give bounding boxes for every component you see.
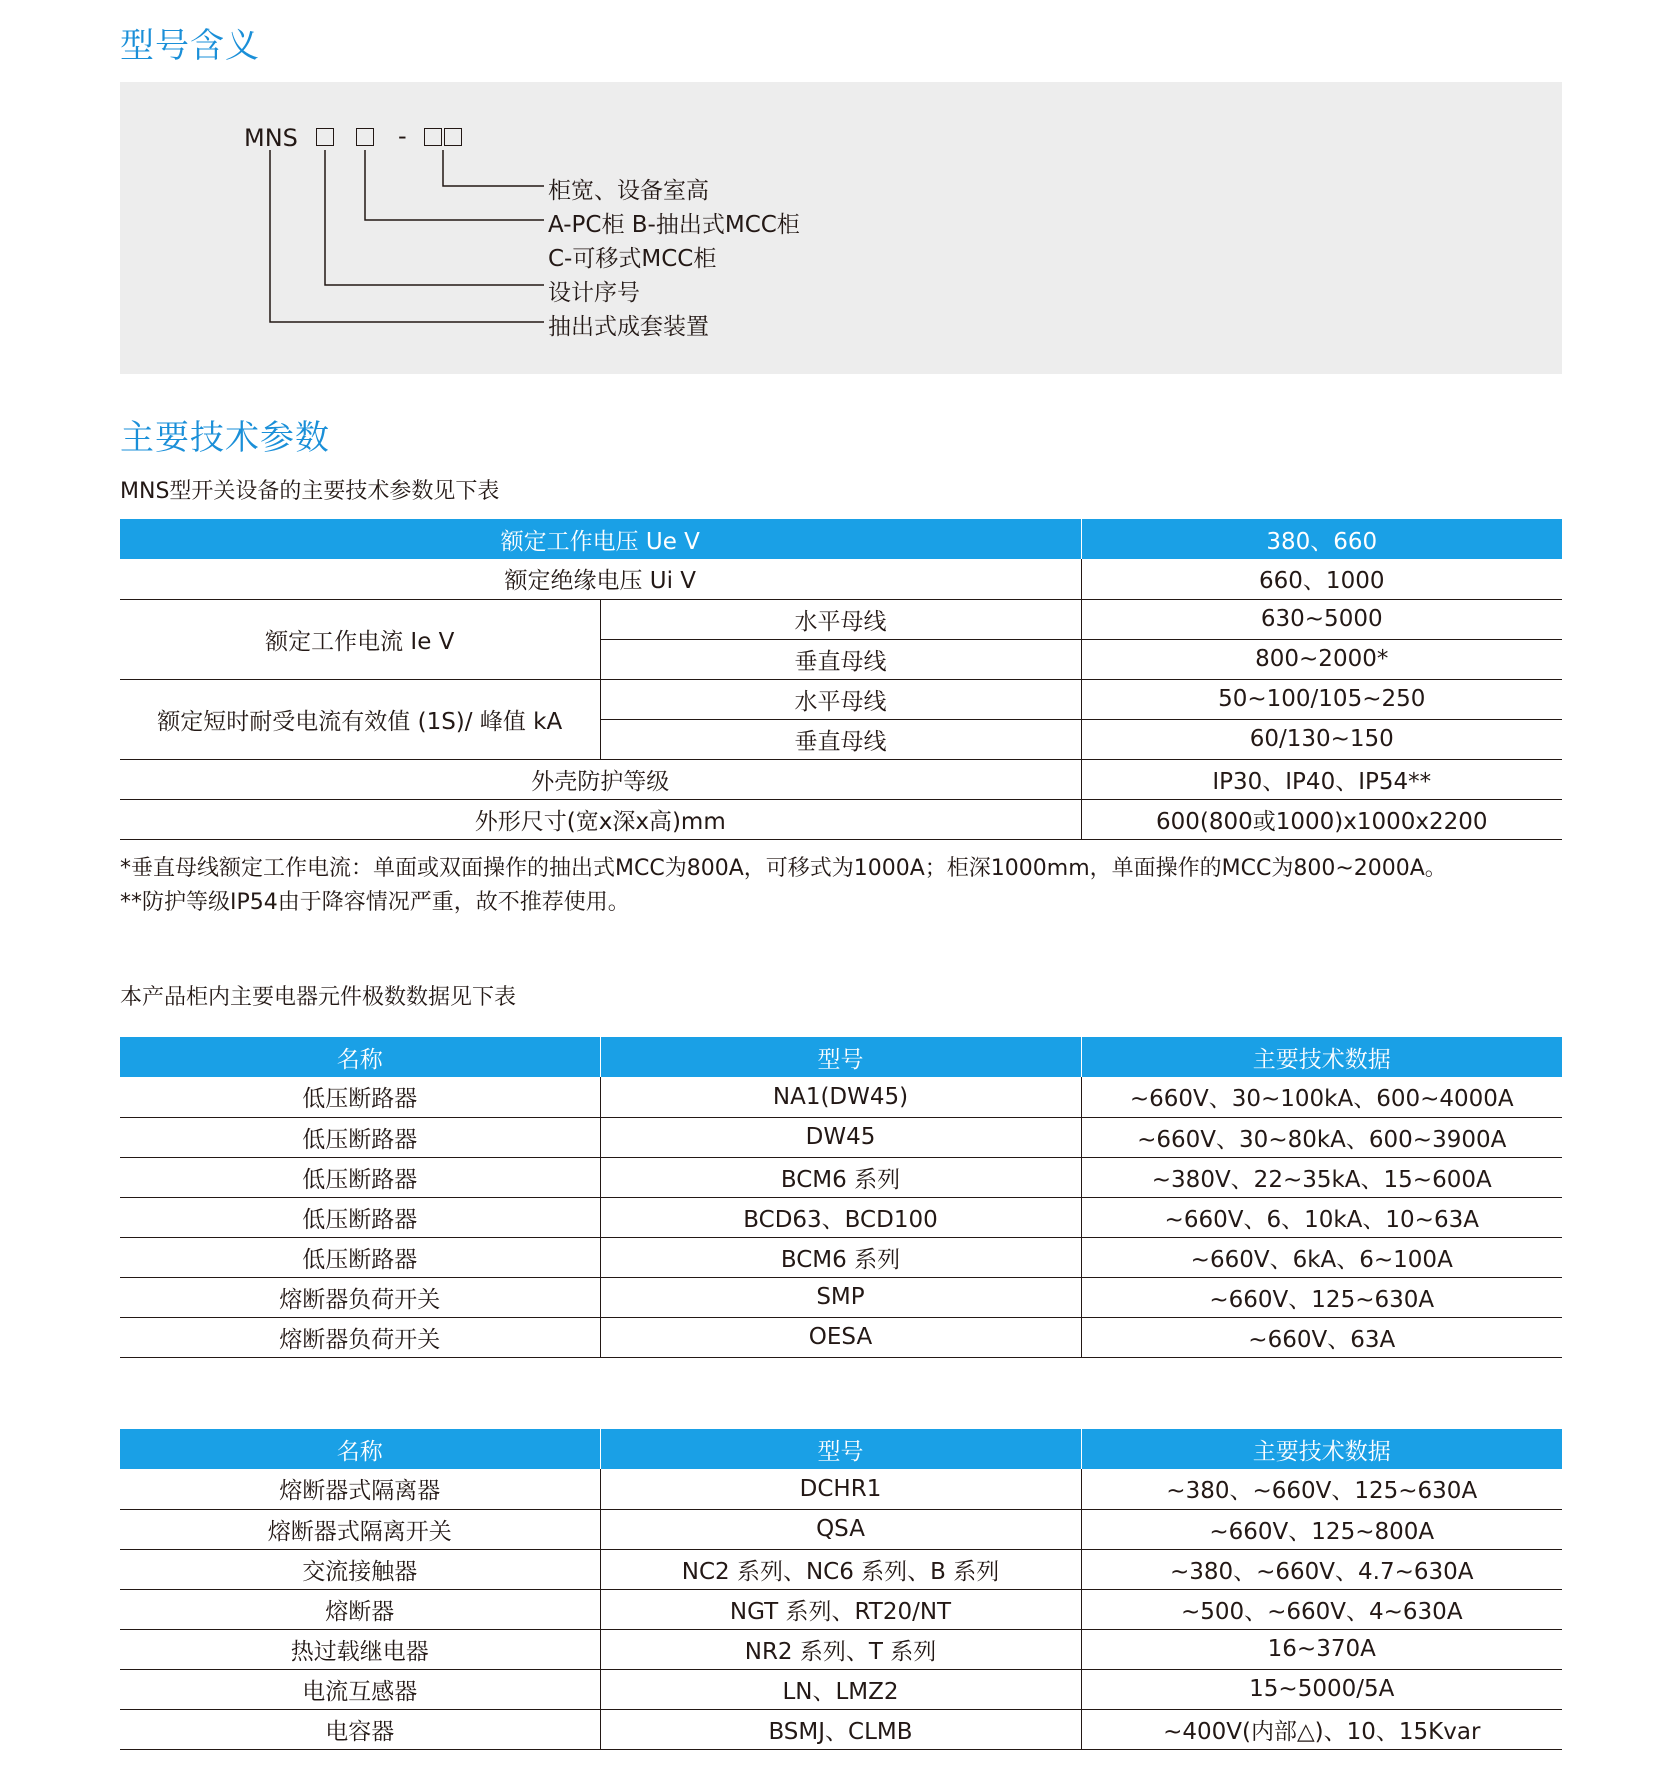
short-current-sub-value: 60/130~150 xyxy=(1081,719,1562,759)
cell-tech-data: ~660V、63A xyxy=(1081,1317,1562,1357)
components-caption: 本产品柜内主要电器元件极数数据见下表 xyxy=(120,985,517,1010)
header-model: 型号 xyxy=(600,1037,1081,1077)
cell-tech-data: ~500、~660V、4~630A xyxy=(1081,1589,1562,1629)
table-header-row xyxy=(120,1429,1562,1469)
table-row xyxy=(120,1469,1562,1509)
footnote-2: **防护等级IP54由于降容情况严重，故不推荐使用。 xyxy=(120,890,630,915)
cell-model: BSMJ、CLMB xyxy=(600,1709,1081,1749)
cell-model: NGT 系列、RT20/NT xyxy=(600,1589,1081,1629)
tech-params-table xyxy=(120,519,1562,840)
protection-label: 外壳防护等级 xyxy=(120,759,1081,799)
cell-name: 低压断路器 xyxy=(120,1157,600,1197)
header-model: 型号 xyxy=(600,1429,1081,1469)
tech-section-title: 主要技术参数 xyxy=(120,418,330,458)
protection-value: IP30、IP40、IP54** xyxy=(1081,759,1562,799)
cell-model: NA1(DW45) xyxy=(600,1077,1081,1117)
cell-model: BCD63、BCD100 xyxy=(600,1197,1081,1237)
table-row xyxy=(120,1077,1562,1117)
cell-tech-data: ~660V、6kA、6~100A xyxy=(1081,1237,1562,1277)
table-row xyxy=(120,1549,1562,1589)
short-current-sub-label: 垂直母线 xyxy=(600,719,1081,759)
header-name: 名称 xyxy=(120,1037,600,1077)
cell-name: 电容器 xyxy=(120,1709,600,1749)
cell-model: SMP xyxy=(600,1277,1081,1317)
rated-voltage-label: 额定工作电压 Ue V xyxy=(120,519,1081,559)
model-label-width-height: 柜宽、设备室高 xyxy=(548,178,709,204)
table-row xyxy=(120,1277,1562,1317)
table-row xyxy=(120,799,1562,839)
cell-model: BCM6 系列 xyxy=(600,1157,1081,1197)
cell-model: QSA xyxy=(600,1509,1081,1549)
cell-name: 熔断器式隔离开关 xyxy=(120,1509,600,1549)
model-label-movable-mcc: C-可移式MCC柜 xyxy=(548,246,717,272)
table-row xyxy=(120,1509,1562,1549)
table-row xyxy=(120,1669,1562,1709)
header-tech-data: 主要技术数据 xyxy=(1081,1037,1562,1077)
cell-tech-data: ~660V、30~100kA、600~4000A xyxy=(1081,1077,1562,1117)
model-section-title: 型号含义 xyxy=(120,26,260,66)
table-row xyxy=(120,519,1562,559)
table-row xyxy=(120,1117,1562,1157)
cell-tech-data: ~660V、125~630A xyxy=(1081,1277,1562,1317)
table-row xyxy=(120,599,1562,639)
rated-current-sub-value: 800~2000* xyxy=(1081,639,1562,679)
components-table-1 xyxy=(120,1037,1562,1358)
cell-tech-data: ~660V、125~800A xyxy=(1081,1509,1562,1549)
table-row xyxy=(120,1197,1562,1237)
model-label-withdrawable: 抽出式成套装置 xyxy=(548,314,709,340)
cell-tech-data: 16~370A xyxy=(1081,1629,1562,1669)
cell-model: NC2 系列、NC6 系列、B 系列 xyxy=(600,1549,1081,1589)
code-dash: - xyxy=(398,122,407,150)
table-row xyxy=(120,1709,1562,1749)
rated-current-sub-label: 垂直母线 xyxy=(600,639,1081,679)
table-row xyxy=(120,1237,1562,1277)
rated-current-sub-label: 水平母线 xyxy=(600,599,1081,639)
table-row xyxy=(120,679,1562,719)
cell-tech-data: ~380V、22~35kA、15~600A xyxy=(1081,1157,1562,1197)
cell-name: 熔断器式隔离器 xyxy=(120,1469,600,1509)
header-name: 名称 xyxy=(120,1429,600,1469)
insulation-voltage-value: 660、1000 xyxy=(1081,559,1562,599)
cell-tech-data: ~660V、6、10kA、10~63A xyxy=(1081,1197,1562,1237)
rated-current-label: 额定工作电流 Ie V xyxy=(120,599,600,679)
cell-name: 熔断器负荷开关 xyxy=(120,1277,600,1317)
table-row xyxy=(120,559,1562,599)
table-row xyxy=(120,1629,1562,1669)
cell-name: 交流接触器 xyxy=(120,1549,600,1589)
model-label-cabinet-type: A-PC柜 B-抽出式MCC柜 xyxy=(548,212,800,238)
insulation-voltage-label: 额定绝缘电压 Ui V xyxy=(120,559,1081,599)
model-code-prefix: MNS xyxy=(244,124,298,152)
cell-tech-data: ~380、~660V、4.7~630A xyxy=(1081,1549,1562,1589)
cell-tech-data: ~380、~660V、125~630A xyxy=(1081,1469,1562,1509)
cell-name: 低压断路器 xyxy=(120,1237,600,1277)
dimensions-value: 600(800或1000)x1000x2200 xyxy=(1081,799,1562,839)
cell-tech-data: ~400V(内部△)、10、15Kvar xyxy=(1081,1709,1562,1749)
short-current-sub-value: 50~100/105~250 xyxy=(1081,679,1562,719)
cell-name: 低压断路器 xyxy=(120,1117,600,1157)
cell-name: 低压断路器 xyxy=(120,1197,600,1237)
rated-current-sub-value: 630~5000 xyxy=(1081,599,1562,639)
model-diagram xyxy=(120,82,1562,374)
table-row xyxy=(120,1157,1562,1197)
tech-caption: MNS型开关设备的主要技术参数见下表 xyxy=(120,479,500,504)
cell-name: 熔断器负荷开关 xyxy=(120,1317,600,1357)
table-header-row xyxy=(120,1037,1562,1077)
cell-name: 熔断器 xyxy=(120,1589,600,1629)
table-row xyxy=(120,1317,1562,1357)
table-row xyxy=(120,759,1562,799)
cell-tech-data: 15~5000/5A xyxy=(1081,1669,1562,1709)
dimensions-label: 外形尺寸(宽x深x高)mm xyxy=(120,799,1081,839)
cell-name: 热过载继电器 xyxy=(120,1629,600,1669)
cell-model: LN、LMZ2 xyxy=(600,1669,1081,1709)
components-table-2 xyxy=(120,1429,1562,1750)
short-current-label: 额定短时耐受电流有效值 (1S)/ 峰值 kA xyxy=(120,679,600,759)
table-row xyxy=(120,1589,1562,1629)
model-leader-lines xyxy=(120,82,1562,374)
rated-voltage-value: 380、660 xyxy=(1081,519,1562,559)
cell-name: 电流互感器 xyxy=(120,1669,600,1709)
cell-model: DCHR1 xyxy=(600,1469,1081,1509)
cell-model: NR2 系列、T 系列 xyxy=(600,1629,1081,1669)
header-tech-data: 主要技术数据 xyxy=(1081,1429,1562,1469)
short-current-sub-label: 水平母线 xyxy=(600,679,1081,719)
cell-model: BCM6 系列 xyxy=(600,1237,1081,1277)
cell-name: 低压断路器 xyxy=(120,1077,600,1117)
model-label-design-no: 设计序号 xyxy=(548,280,640,306)
footnote-1: *垂直母线额定工作电流：单面或双面操作的抽出式MCC为800A，可移式为1000A；柜深1000mm，单面操作的MCC为800~2000A。 xyxy=(120,856,1447,881)
cell-model: OESA xyxy=(600,1317,1081,1357)
cell-model: DW45 xyxy=(600,1117,1081,1157)
cell-tech-data: ~660V、30~80kA、600~3900A xyxy=(1081,1117,1562,1157)
